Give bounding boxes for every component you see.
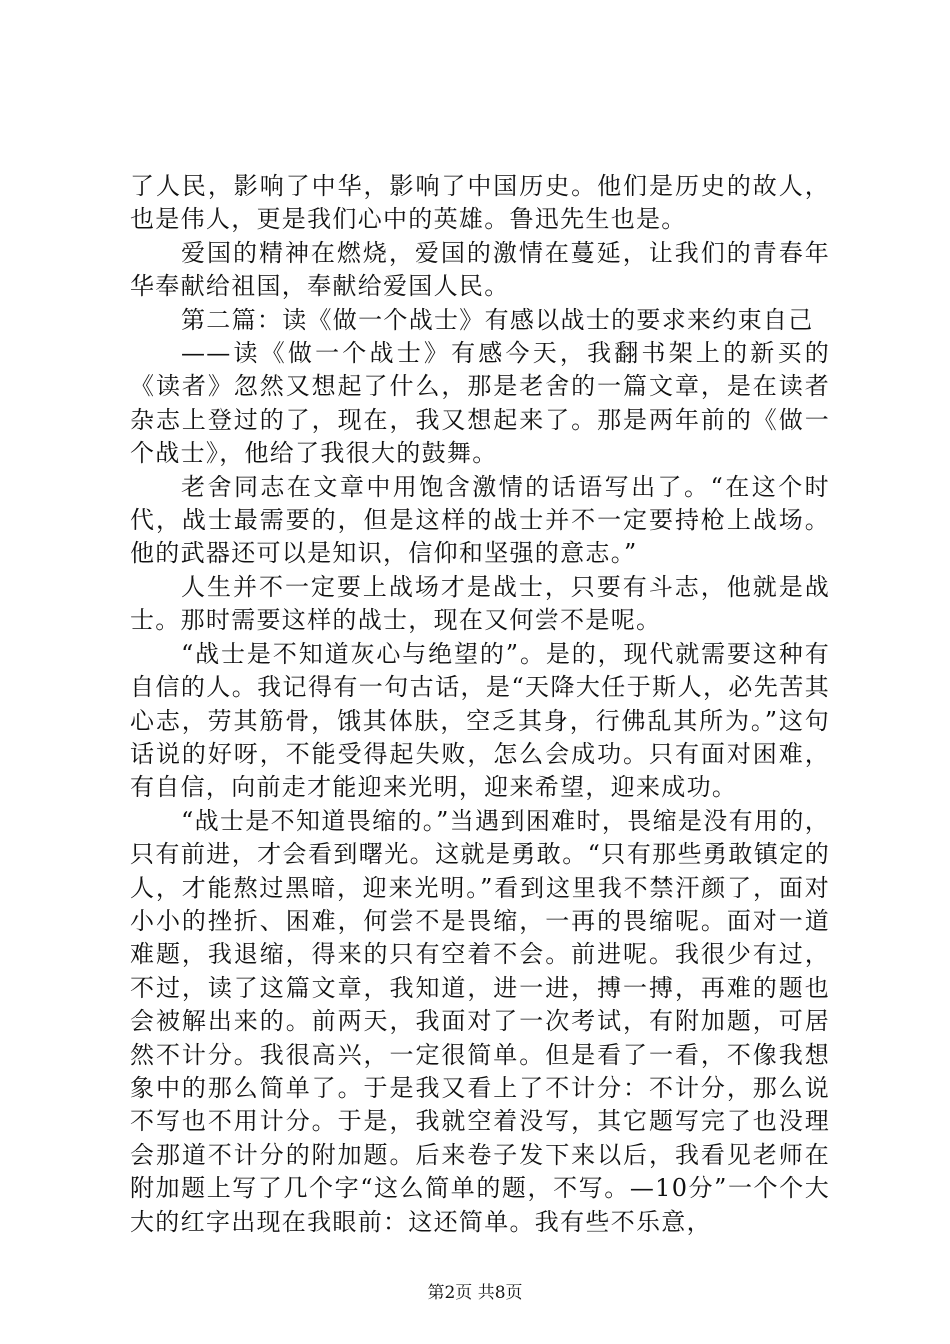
page-number-footer: 第2页 共8页 [427,1283,523,1303]
paragraph-5: 人生并不一定要上战场才是战士，只要有斗志，他就是战士。那时需要这样的战士，现在又何尝不是呢。 [130,572,830,635]
section-heading: 第二篇：读《做一个战士》有感以战士的要求来约束自己 [181,305,814,334]
paragraph-1: 了人民，影响了中华，影响了中国历史。他们是历史的故人，也是伟人，更是我们心中的英雄。鲁迅先生也是。 [130,172,830,234]
paragraph-7: “战士是不知道畏缩的。”当遇到困难时，畏缩是没有用的，只有前进，才会看到曙光。这就是勇敢。“只有那些勇敢镇定的人，才能熬过黑暗，迎来光明。”看到这里我不禁汗颜了，面对小小的挫折、困难，何尝不是畏缩，一再的畏缩呢。面对一道难题，我退缩，得来的只有空着不会。前进呢。我很少有过，不过，读了这篇文章，我知道，进一进，搏一搏，再难的题也会被解出来的。前两天，我面对了一次考试，有附加题，可居然不计分。我很高兴，一定很简单。但是看了一看，不像我想象中的那么简单了。于是我又看上了不计分：不计分，那么说不写也不用计分。于是，我就空着没写，其它题写完了也没理会那道不计分的附加题。后来卷子发下来以后，我看见老师在附加题上写了几个字“这么简单的题，不写。—10分”一个个大大的红字出现在我眼前：这还简单。我有些不乐意， [130,806,830,1236]
paragraph-3: ——读《做一个战士》有感今天，我翻书架上的新买的《读者》忽然又想起了什么，那是老舍的一篇文章，是在读者杂志上登过的了，现在，我又想起来了。那是两年前的《做一个战士》，他给了我很大的鼓舞。 [130,339,830,468]
paragraph-4: 老舍同志在文章中用饱含激情的话语写出了。“在这个时代，战士最需要的，但是这样的战士并不一定要持枪上战场。他的武器还可以是知识，信仰和坚强的意志。” [130,472,830,568]
paragraph-6: “战士是不知道灰心与绝望的”。是的，现代就需要这种有自信的人。我记得有一句古话，是“天降大任于斯人，必先苦其心志，劳其筋骨，饿其体肤，空乏其身，行佛乱其所为。”这句话说的好呀，不能受得起失败，怎么会成功。只有面对困难，有自信，向前走才能迎来光明，迎来希望，迎来成功。 [130,639,830,802]
paragraph-2: 爱国的精神在燃烧，爱国的激情在蔓延，让我们的青春年华奉献给祖国，奉献给爱国人民。 [130,238,830,301]
document-body [130,170,830,1239]
